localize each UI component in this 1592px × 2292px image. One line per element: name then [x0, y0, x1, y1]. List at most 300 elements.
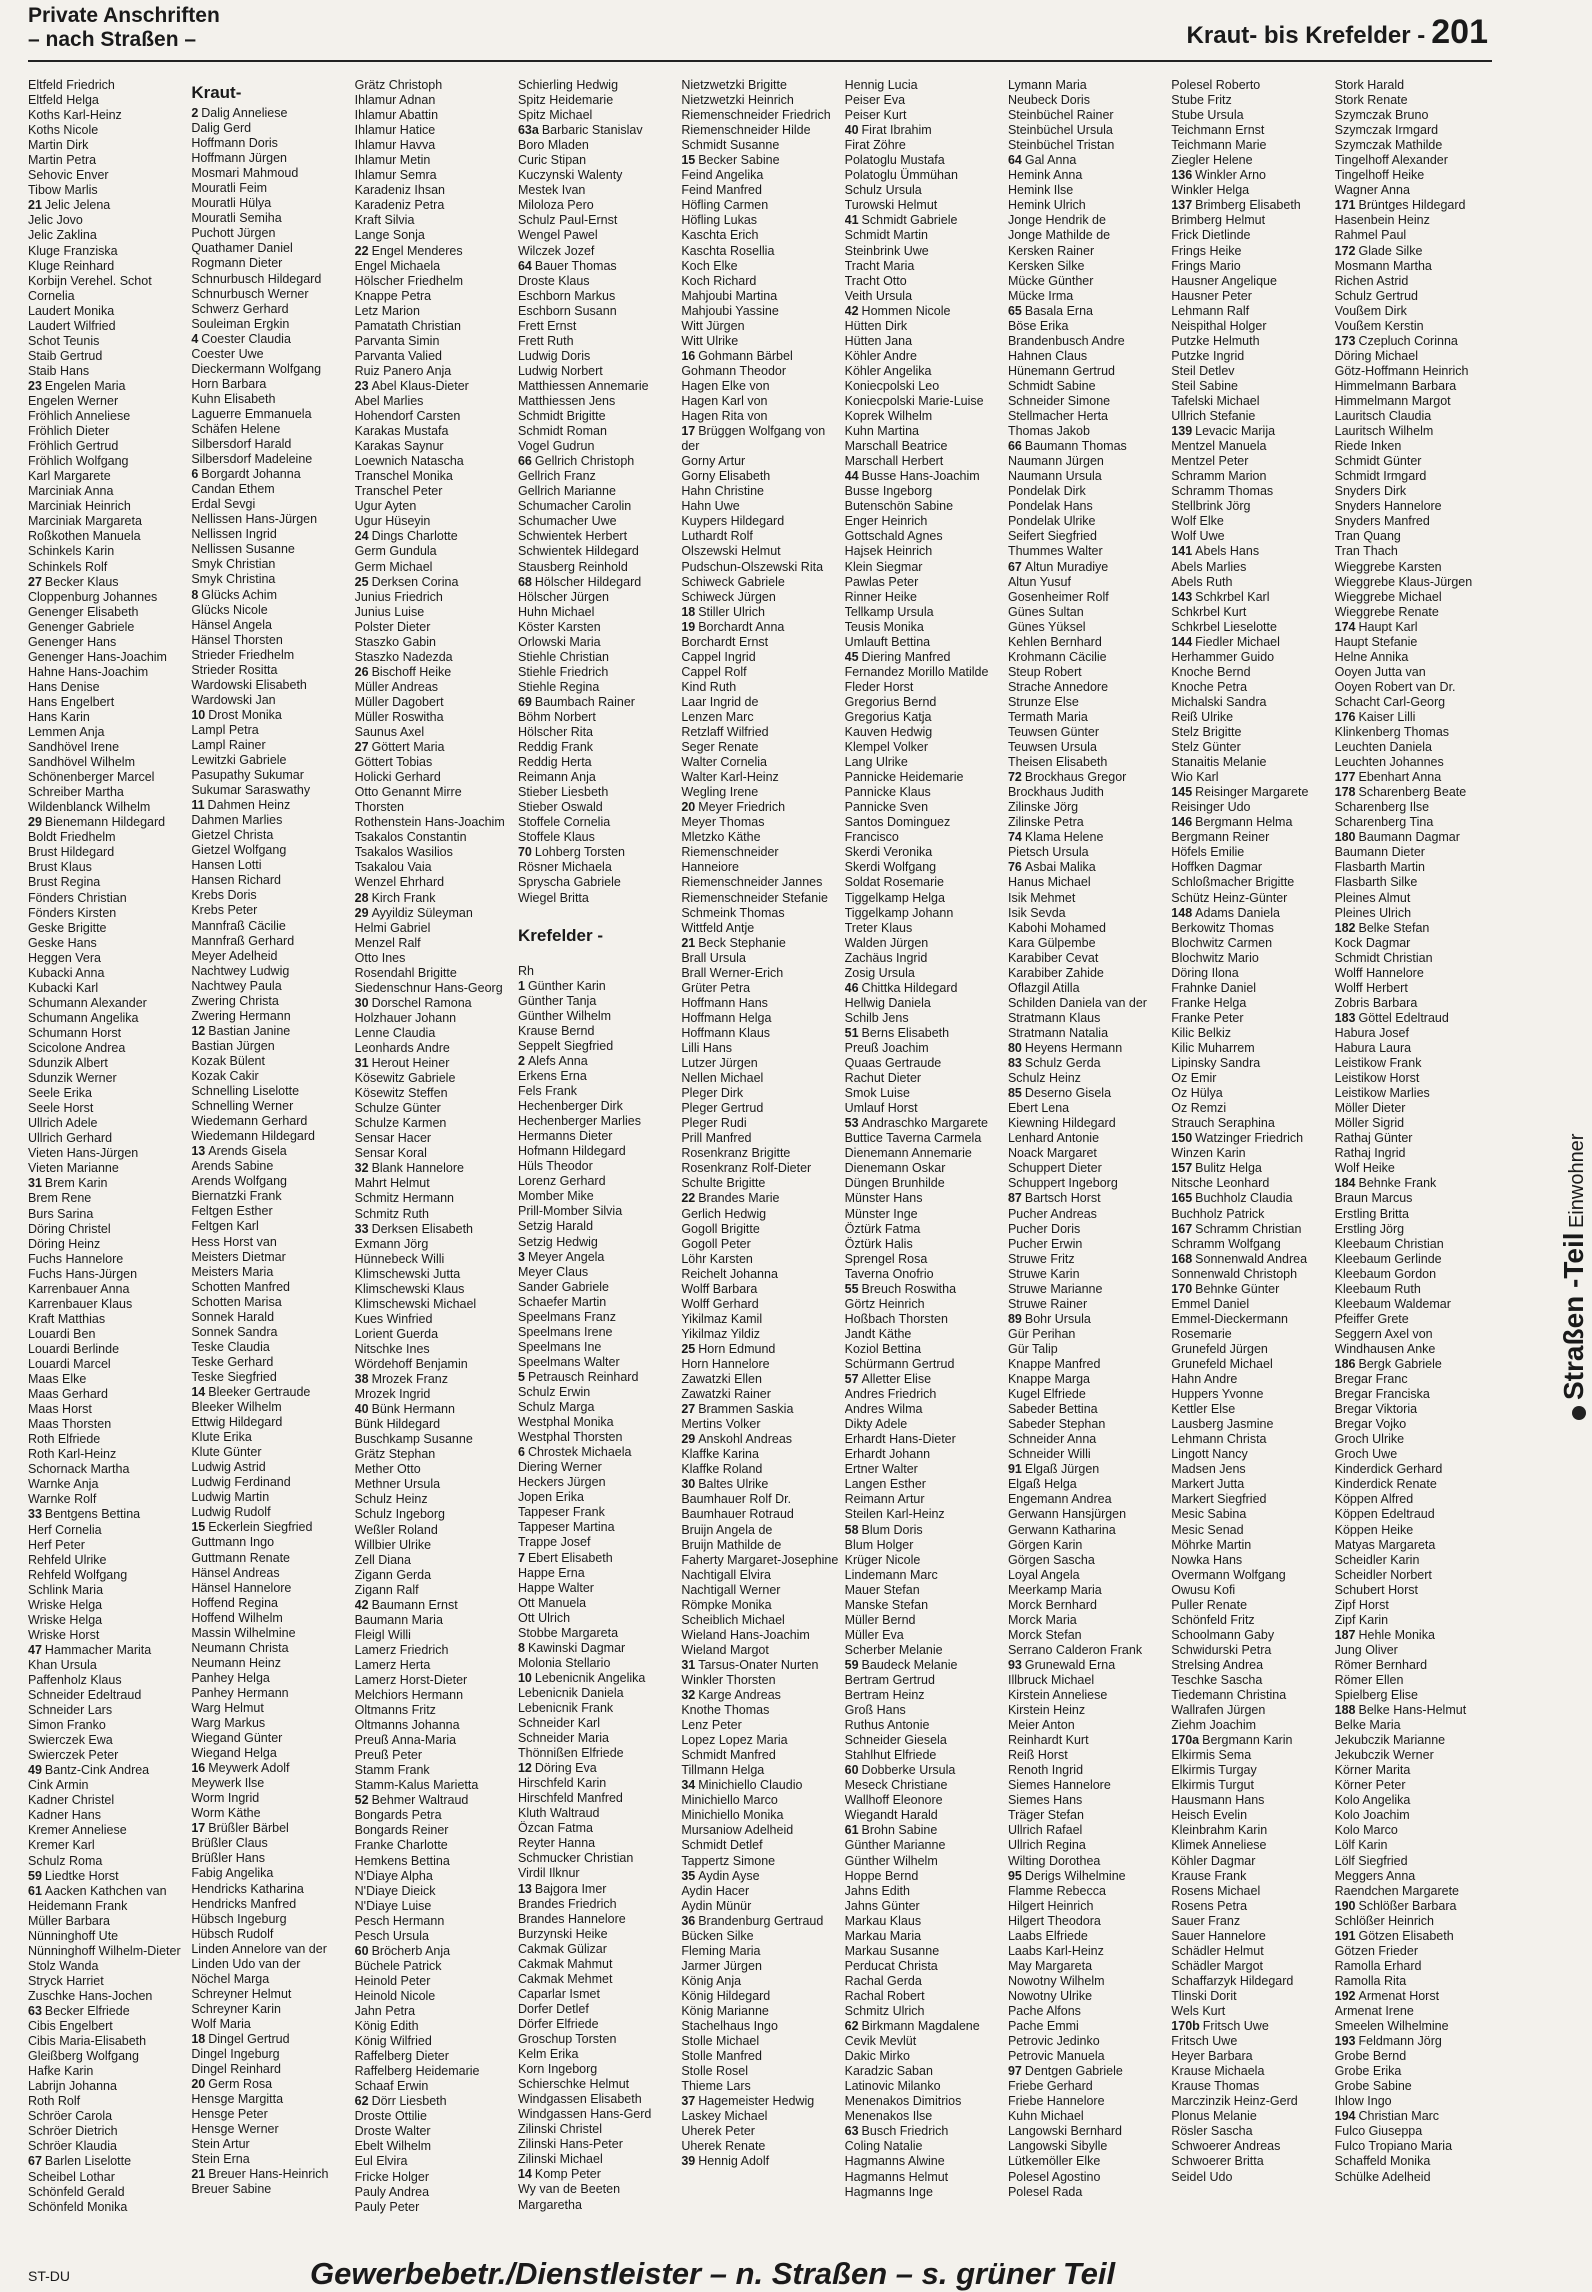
resident-entry: Hausner Peter: [1171, 288, 1252, 303]
resident-entry: Reinhardt Kurt: [1007, 1733, 1089, 1748]
house-number: 49: [28, 1763, 42, 1778]
resident-entry: Steilen Karl-Heinz: [844, 1507, 945, 1522]
resident-entry: Brall Ursula: [681, 950, 746, 965]
resident-entry: Siemes Hans: [1007, 1793, 1083, 1808]
resident-entry: Lang Ulrike: [844, 755, 908, 770]
house-number: 148: [1171, 905, 1193, 920]
resident-entry: Römpke Monika: [681, 1597, 772, 1612]
house-number: 36: [681, 1913, 696, 1928]
resident-entry: Helmi Gabriel: [354, 920, 431, 935]
resident-entry: Skerdi Veronika: [844, 845, 933, 860]
resident-entry: Schilden Daniela van der: [1007, 995, 1147, 1010]
resident-entry: Wriske Helga: [28, 1612, 103, 1627]
resident-entry: Teuwsen Günter: [1007, 725, 1099, 740]
resident-entry: Markau Susanne: [844, 1943, 940, 1958]
resident-entry: Nellissen Ingrid: [191, 527, 277, 542]
resident-entry: Schönfeld Gerald: [28, 2184, 125, 2199]
resident-entry: Schramm Marion: [1171, 469, 1267, 484]
resident-entry: Minichiello Monika: [681, 1808, 784, 1823]
resident-entry: 49 Bantz-Cink Andrea: [28, 1763, 150, 1778]
resident-entry: May Margareta: [1007, 1958, 1093, 1973]
resident-entry: Karabiber Cevat: [1007, 950, 1099, 965]
resident-entry: Rosendahl Brigitte: [354, 965, 457, 980]
resident-entry: Gerwann Hansjürgen: [1007, 1507, 1127, 1522]
resident-entry: Horn Barbara: [191, 376, 267, 391]
resident-entry: Kleebaum Gerlinde: [1334, 1251, 1442, 1266]
resident-entry: Cornelia: [28, 288, 75, 303]
resident-entry: Teuwsen Ursula: [1007, 740, 1097, 755]
house-number: 172: [1334, 243, 1356, 258]
resident-entry: Trappe Josef: [517, 1535, 591, 1550]
resident-entry: Lölf Karin: [1334, 1838, 1388, 1853]
resident-entry: Szymczak Bruno: [1334, 108, 1429, 123]
resident-entry: 8 Glücks Achim: [191, 587, 277, 602]
resident-entry: Witt Jürgen: [681, 318, 745, 333]
house-number: 170b: [1171, 2019, 1200, 2034]
resident-entry: Abel Marlies: [354, 393, 424, 408]
resident-entry: 59 Baudeck Melanie: [844, 1657, 958, 1672]
house-number: 41: [844, 213, 859, 228]
resident-entry: Kremer Anneliese: [28, 1823, 127, 1838]
house-number: 45: [844, 649, 859, 664]
resident-entry: Pauly Peter: [354, 2199, 420, 2214]
resident-entry: Michalski Sandra: [1171, 694, 1267, 709]
house-number: 23: [28, 378, 42, 393]
side-tab-bottom: Straßen -Teil: [1558, 1232, 1589, 1400]
resident-entry: Pondelak Hans: [1007, 499, 1093, 514]
resident-entry: Stein Erna: [191, 2152, 250, 2167]
resident-entry: Manske Stefan: [844, 1597, 929, 1612]
resident-entry: Raffelberg Heidemarie: [354, 2064, 480, 2079]
house-number: 7: [517, 1550, 525, 1565]
resident-entry: Zilinski Hans-Peter: [517, 2137, 623, 2152]
resident-entry: 47 Hammacher Marita: [28, 1642, 152, 1657]
resident-entry: Ludwig Norbert: [517, 363, 603, 378]
resident-entry: Cink Armin: [28, 1778, 89, 1793]
resident-entry: Bongards Reiner: [354, 1823, 449, 1838]
resident-entry: Schuppert Dieter: [1007, 1161, 1102, 1176]
resident-entry: 27 Göttert Maria: [354, 740, 445, 755]
resident-entry: Schmucker Christian: [517, 1851, 634, 1866]
resident-entry: Hanus Michael: [1007, 875, 1091, 890]
resident-entry: Nowka Hans: [1171, 1552, 1243, 1567]
resident-entry: Stelz Brigitte: [1171, 725, 1242, 740]
house-number: 63a: [517, 123, 539, 138]
resident-entry: 33 Bentgens Bettina: [28, 1507, 141, 1522]
resident-entry: Puchott Jürgen: [191, 226, 276, 241]
resident-entry: Panhey Helga: [191, 1670, 270, 1685]
resident-entry: Feltgen Karl: [191, 1219, 259, 1234]
resident-entry: Ott Manuela: [517, 1595, 587, 1610]
resident-entry: Staib Gertrud: [28, 348, 103, 363]
resident-entry: Laskey Michael: [681, 2109, 768, 2124]
resident-entry: Hüls Theodor: [517, 1159, 593, 1174]
resident-entry: Kraft Silvia: [354, 213, 415, 228]
resident-entry: Marciniak Heinrich: [28, 499, 131, 514]
resident-entry: Mahrt Helmut: [354, 1176, 430, 1191]
resident-entry: 26 Bischoff Heike: [354, 664, 452, 679]
bullet-icon: [1572, 1406, 1586, 1420]
resident-entry: Pauly Andrea: [354, 2184, 430, 2199]
resident-entry: Naumann Jürgen: [1007, 454, 1104, 469]
resident-entry: Baumhauer Rolf Dr.: [681, 1492, 792, 1507]
resident-entry: Kluge Reinhard: [28, 258, 115, 273]
resident-entry: Pawlas Peter: [844, 574, 919, 589]
resident-entry: 57 Alletter Elise: [844, 1372, 932, 1387]
resident-entry: Siemes Hannelore: [1007, 1778, 1111, 1793]
resident-entry: Stoffele Klaus: [517, 830, 595, 845]
resident-entry: Menenakos Ilse: [844, 2109, 933, 2124]
house-number: 14: [517, 2167, 532, 2182]
house-number: 20: [681, 800, 696, 815]
resident-entry: Hünnebeck Willi: [354, 1251, 445, 1266]
resident-entry: 44 Busse Hans-Joachim: [844, 469, 980, 484]
resident-entry: Helne Annika: [1334, 649, 1409, 664]
resident-entry: Droste Walter: [354, 2124, 431, 2139]
resident-entry: Gür Perihan: [1007, 1326, 1076, 1341]
resident-entry: Khan Ursula: [28, 1657, 97, 1672]
resident-entry: Neumann Christa: [191, 1640, 289, 1655]
resident-entry: Germ Gundula: [354, 544, 437, 559]
resident-entry: Stobbe Margareta: [517, 1625, 619, 1640]
resident-entry: Bongards Petra: [354, 1808, 442, 1823]
resident-entry: Bregar Viktoria: [1334, 1402, 1418, 1417]
house-number: 63: [844, 2124, 859, 2139]
resident-entry: Steinbüchel Ursula: [1007, 123, 1113, 138]
resident-entry: Olszewski Helmut: [681, 544, 781, 559]
resident-entry: Kluge Franziska: [28, 243, 118, 258]
resident-entry: 67 Barlen Liselotte: [28, 2154, 132, 2169]
page-number: 201: [1431, 13, 1488, 51]
resident-entry: Louardi Ben: [28, 1326, 96, 1341]
resident-entry: Elgaß Helga: [1007, 1477, 1077, 1492]
resident-entry: Schumacher Carolin: [517, 499, 632, 514]
resident-entry: Heisch Evelin: [1171, 1808, 1248, 1823]
resident-entry: Droste Klaus: [517, 273, 590, 288]
resident-entry: Görtz Heinrich: [844, 1296, 925, 1311]
resident-entry: N'Diaye Dieick: [354, 1883, 436, 1898]
resident-entry: Schulz Heinz: [354, 1492, 428, 1507]
house-number: 52: [354, 1793, 369, 1808]
resident-entry: Oflazgil Atilla: [1007, 980, 1080, 995]
resident-entry: Krause Bernd: [517, 1023, 595, 1038]
resident-entry: Lebenicnik Frank: [517, 1700, 614, 1715]
resident-entry: Ludwig Doris: [517, 348, 591, 363]
resident-entry: Mauer Stefan: [844, 1582, 920, 1597]
resident-entry: Polster Dieter: [354, 619, 431, 634]
resident-entry: Frings Heike: [1171, 243, 1242, 258]
resident-entry: Schaffarzyk Hildegard: [1171, 1973, 1294, 1988]
resident-entry: Puller Renate: [1171, 1597, 1248, 1612]
resident-entry: Schulze Karmen: [354, 1116, 447, 1131]
resident-entry: 61 Aacken Kathchen van: [28, 1883, 167, 1898]
resident-entry: Tsakalos Constantin: [354, 830, 467, 845]
house-number: 95: [1007, 1868, 1022, 1883]
resident-entry: Ettwig Hildegard: [191, 1415, 283, 1430]
resident-entry: Koniecpolski Leo: [844, 378, 940, 393]
resident-entry: Rathaj Ingrid: [1334, 1146, 1406, 1161]
resident-entry: Stellbrink Jörg: [1171, 499, 1251, 514]
resident-entry: Scheiblich Michael: [681, 1612, 785, 1627]
resident-entry: 31 Herout Heiner: [354, 1056, 450, 1071]
resident-entry: Knoche Bernd: [1171, 664, 1251, 679]
resident-entry: Sauer Hannelore: [1171, 1928, 1266, 1943]
column-8: [1171, 78, 1334, 2223]
resident-entry: Wieggrebe Klaus-Jürgen: [1334, 574, 1473, 589]
resident-entry: 6 Borgardt Johanna: [191, 467, 301, 482]
resident-entry: Schülke Adelheid: [1334, 2169, 1431, 2184]
resident-entry: Scicolone Andrea: [28, 1041, 126, 1055]
resident-entry: Meyer Thomas: [681, 815, 765, 830]
house-number: 11: [191, 798, 205, 813]
resident-entry: Langen Esther: [844, 1477, 926, 1492]
resident-entry: Wieland Margot: [681, 1642, 769, 1657]
resident-entry: Müller Roswitha: [354, 709, 444, 724]
resident-entry: Fabig Angelika: [191, 1866, 274, 1881]
resident-entry: Nellissen Susanne: [191, 542, 295, 557]
house-number: 32: [681, 1688, 696, 1703]
resident-entry: 16 Gohmann Bärbel: [681, 348, 793, 363]
resident-entry: Leonhards Andre: [354, 1041, 450, 1055]
resident-entry: Lebenicnik Daniela: [517, 1685, 624, 1700]
resident-entry: Sabeder Bettina: [1007, 1402, 1098, 1417]
resident-entry: Schäfen Helene: [191, 421, 281, 436]
resident-entry: Wiegandt Harald: [844, 1808, 938, 1823]
house-number: 62: [844, 2019, 859, 2034]
resident-entry: Hünemann Gertrud: [1007, 363, 1115, 378]
resident-entry: Menzel Ralf: [354, 935, 421, 950]
resident-entry: Reiß Ulrike: [1171, 709, 1234, 724]
resident-entry: 25 Derksen Corina: [354, 574, 459, 589]
resident-entry: Tiedemann Christina: [1171, 1688, 1287, 1703]
resident-entry: Westphal Monika: [517, 1415, 614, 1430]
resident-entry: Rogmann Dieter: [191, 256, 283, 271]
resident-entry: 27 Brammen Saskia: [681, 1402, 794, 1417]
resident-entry: Meywerk Ilse: [191, 1776, 265, 1791]
resident-entry: Schaffeld Monika: [1334, 2154, 1431, 2169]
resident-entry: Feind Angelika: [681, 168, 764, 183]
resident-entry: Pucher Doris: [1007, 1221, 1081, 1236]
header-title: Private Anschriften: [28, 4, 220, 27]
resident-entry: Schacht Carl-Georg: [1334, 694, 1446, 709]
resident-entry: Fritsch Uwe: [1171, 2034, 1238, 2049]
resident-entry: Mahjoubi Yassine: [681, 303, 779, 318]
resident-entry: Baumann Dieter: [1334, 845, 1425, 860]
resident-entry: Menenakos Dimitrios: [844, 2094, 962, 2109]
resident-entry: Maas Elke: [28, 1372, 87, 1387]
resident-entry: Fulco Tropiano Maria: [1334, 2139, 1453, 2154]
resident-entry: Cakmak Gülizar: [517, 1941, 607, 1956]
resident-entry: Klimschewski Klaus: [354, 1281, 465, 1296]
resident-entry: 31 Tarsus-Onater Nurten: [681, 1657, 819, 1672]
resident-entry: Tiggelkamp Johann: [844, 905, 954, 920]
resident-entry: Wolf Heike: [1334, 1161, 1395, 1176]
resident-entry: Snyders Hannelore: [1334, 499, 1442, 514]
resident-entry: [518, 906, 681, 921]
resident-entry: Zobris Barbara: [1334, 995, 1418, 1010]
resident-entry: Stoffele Cornelia: [517, 815, 611, 830]
resident-entry: Brüßler Hans: [191, 1851, 265, 1866]
resident-entry: Melchiors Hermann: [354, 1688, 464, 1703]
resident-entry: Möller Sigrid: [1334, 1116, 1405, 1131]
house-number: 165: [1171, 1191, 1193, 1206]
resident-entry: Schönfeld Fritz: [1171, 1612, 1255, 1627]
resident-entry: Stryck Harriet: [28, 1973, 104, 1988]
resident-entry: Leistikow Frank: [1334, 1056, 1422, 1071]
resident-entry: Kelm Erika: [517, 2047, 579, 2062]
resident-entry: 41 Schmidt Gabriele: [844, 213, 958, 228]
resident-entry: 170a Bergmann Karin: [1171, 1733, 1293, 1748]
resident-entry: Schulz Roma: [28, 1853, 103, 1868]
resident-entry: Heinold Nicole: [354, 1988, 436, 2003]
resident-entry: Spitz Heidemarie: [517, 93, 614, 108]
resident-entry: Erhardt Johann: [844, 1447, 931, 1462]
resident-entry: Schloßmacher Brigitte: [1171, 875, 1295, 890]
resident-entry: Genenger Gabriele: [28, 619, 135, 634]
resident-entry: Leistikow Horst: [1334, 1071, 1420, 1086]
resident-entry: 167 Schramm Christian: [1171, 1221, 1302, 1236]
resident-entry: 97 Dentgen Gabriele: [1007, 2064, 1123, 2079]
resident-entry: Hemink Ulrich: [1007, 198, 1086, 213]
resident-entry: Schnurbusch Werner: [191, 286, 309, 301]
resident-entry: Hölscher Rita: [517, 725, 594, 740]
resident-entry: Schnelling Werner: [191, 1099, 294, 1114]
resident-entry: Hänsel Angela: [191, 617, 272, 632]
resident-entry: Ihlow Ingo: [1334, 2094, 1392, 2109]
resident-entry: Windgassen Elisabeth: [517, 2092, 642, 2107]
resident-entry: Schulze Günter: [354, 1101, 441, 1116]
resident-entry: Staib Hans: [28, 363, 90, 378]
house-number: 32: [354, 1161, 369, 1176]
resident-entry: Hemink Anna: [1007, 168, 1083, 183]
resident-entry: Exmann Jörg: [354, 1236, 429, 1251]
resident-entry: Hausner Angelique: [1171, 273, 1277, 288]
resident-entry: Brust Hildegard: [28, 845, 115, 860]
resident-entry: Bertram Gertrud: [844, 1672, 935, 1687]
resident-entry: 190 Schlößer Barbara: [1334, 1898, 1457, 1913]
house-number: 64: [517, 258, 532, 273]
house-number: 30: [681, 1477, 696, 1492]
resident-entry: Loyal Angela: [1007, 1567, 1080, 1582]
resident-entry: 83 Schulz Gerda: [1007, 1056, 1101, 1071]
resident-entry: 66 Baumann Thomas: [1007, 439, 1127, 454]
resident-entry: Gellrich Marianne: [517, 484, 616, 499]
resident-entry: Schmidt Susanne: [681, 138, 780, 153]
resident-entry: Erstling Jörg: [1334, 1221, 1405, 1236]
resident-entry: Lehmann Ralf: [1171, 303, 1250, 318]
resident-entry: Weßler Roland: [354, 1522, 438, 1537]
resident-entry: Göttert Tobias: [354, 755, 433, 770]
resident-entry: Blochwitz Carmen: [1171, 935, 1273, 950]
resident-entry: Ihlamur Metin: [354, 153, 431, 168]
resident-entry: Pache Alfons: [1007, 2004, 1081, 2018]
resident-entry: 148 Adams Daniela: [1171, 905, 1280, 920]
resident-entry: Petrovic Jedinko: [1007, 2034, 1100, 2049]
house-number: 139: [1171, 424, 1193, 439]
resident-entry: Scheidler Karin: [1334, 1552, 1420, 1567]
resident-entry: Böse Erika: [1007, 318, 1069, 333]
resident-entry: Habura Laura: [1334, 1041, 1412, 1055]
house-number: 27: [28, 574, 42, 589]
resident-entry: Ott Ulrich: [517, 1610, 571, 1625]
house-number: 1: [517, 978, 525, 993]
resident-entry: Meseck Christiane: [844, 1778, 948, 1793]
resident-entry: Wolff Herbert: [1334, 980, 1408, 995]
resident-entry: Hasenbein Heinz: [1334, 213, 1430, 228]
resident-entry: Rosens Michael: [1171, 1883, 1261, 1898]
column-2: [191, 78, 354, 2223]
header-subtitle: – nach Straßen –: [28, 28, 197, 51]
resident-entry: Korn Ingeborg: [517, 2062, 598, 2077]
resident-entry: Haupt Stefanie: [1334, 634, 1418, 649]
resident-entry: Wagner Anna: [1334, 183, 1410, 198]
resident-entry: Otto Genannt Mirre: [354, 785, 462, 800]
resident-entry: Zilinske Petra: [1007, 815, 1084, 830]
resident-entry: Markert Jutta: [1171, 1477, 1245, 1492]
resident-entry: Köppen Heike: [1334, 1522, 1414, 1537]
house-number: 174: [1334, 619, 1356, 634]
resident-entry: Quathamer Daniel: [191, 241, 293, 256]
resident-entry: Vieten Hans-Jürgen: [28, 1146, 139, 1161]
resident-entry: Arends Wolfgang: [191, 1174, 287, 1189]
resident-entry: Rachal Gerda: [844, 1973, 922, 1988]
resident-entry: Seger Renate: [681, 740, 759, 755]
resident-entry: Ziehm Joachim: [1171, 1718, 1257, 1733]
resident-entry: Ludwig Ferdinand: [191, 1475, 291, 1490]
resident-entry: Fuchs Hannelore: [28, 1251, 124, 1266]
resident-entry: Kinderdick Gerhard: [1334, 1462, 1443, 1477]
resident-entry: Ullrich Stefanie: [1171, 409, 1256, 424]
house-number: 16: [191, 1761, 206, 1776]
house-number: 8: [517, 1640, 525, 1655]
resident-entry: Minichiello Marco: [681, 1793, 778, 1808]
resident-entry: Thummes Walter: [1007, 544, 1103, 559]
resident-entry: Kraft Matthias: [28, 1311, 106, 1326]
house-number: 25: [354, 574, 369, 589]
resident-entry: Köhler Dagmar: [1171, 1853, 1256, 1868]
resident-entry: 15 Becker Sabine: [681, 153, 780, 168]
resident-entry: Ullrich Rafael: [1007, 1823, 1083, 1838]
resident-entry: Karakas Saynur: [354, 439, 444, 454]
resident-entry: Uherek Peter: [681, 2124, 755, 2139]
resident-entry: [518, 949, 681, 964]
resident-entry: Günther Wilhelm: [844, 1853, 938, 1868]
resident-entry: Aydin Münür: [681, 1898, 752, 1913]
resident-entry: Junius Friedrich: [354, 589, 443, 604]
house-number: 23: [354, 378, 369, 393]
resident-entry: Brust Klaus: [28, 860, 92, 875]
resident-entry: Heggen Vera: [28, 950, 101, 965]
resident-entry: Marciniak Margareta: [28, 514, 142, 529]
resident-entry: Lölf Siegfried: [1334, 1853, 1408, 1868]
resident-entry: Römer Ellen: [1334, 1672, 1404, 1687]
resident-entry: Lange Sonja: [354, 228, 425, 243]
resident-entry: Meisters Maria: [191, 1264, 274, 1279]
resident-entry: 1 Günther Karin: [517, 978, 606, 993]
resident-entry: Wilting Dorothea: [1007, 1853, 1101, 1868]
resident-entry: Stieber Oswald: [517, 800, 603, 815]
resident-entry: Steil Detlev: [1171, 363, 1235, 378]
resident-entry: Sdunzik Werner: [28, 1071, 117, 1086]
resident-entry: Rösner Michaela: [517, 860, 612, 875]
resident-entry: Ruiz Panero Anja: [354, 363, 452, 378]
resident-entry: 11 Dahmen Heinz: [191, 798, 291, 813]
house-number: 18: [681, 604, 696, 619]
resident-entry: Tappeser Martina: [517, 1520, 615, 1535]
column-1: [28, 78, 191, 2223]
resident-entry: Engemann Andrea: [1007, 1492, 1112, 1507]
resident-entry: Müller Dagobert: [354, 694, 444, 709]
